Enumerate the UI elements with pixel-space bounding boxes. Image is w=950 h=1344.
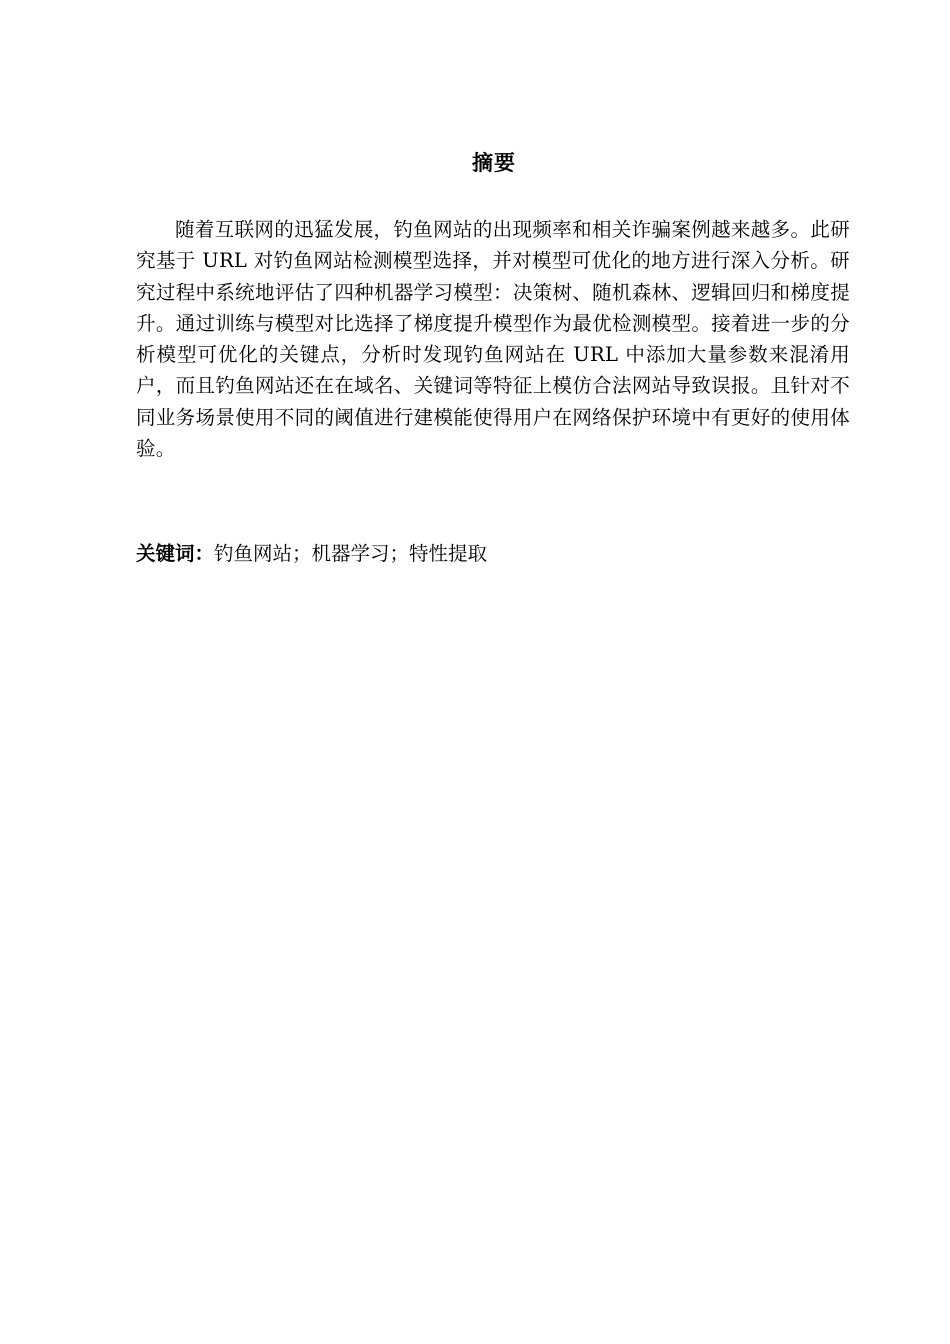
abstract-title: 摘要: [472, 151, 516, 175]
keywords-line: [136, 538, 850, 569]
keywords-values: 钓鱼网站；机器学习；特性提取: [214, 542, 488, 565]
keywords-label: 关键词：: [136, 542, 215, 565]
abstract-body: 随着互联网的迅猛发展，钓鱼网站的出现频率和相关诈骗案例越来越多。此研究基于 URL 对钓鱼网站检测模型选择，并对模型可优化的地方进行深入分析。研究过程中系统地评估了四种机器学习模型：决策树、随机森林、逻辑回归和梯度提升。通过训练与模型对比选择了梯度提升模型作为最优检测模型。接着进一步的分析模型可优化的关键点，分析时发现钓鱼网站在 URL 中添加大量参数来混淆用户，而且钓鱼网站还在在域名、关键词等特征上模仿合法网站导致误报。且针对不同业务场景使用不同的阈值进行建模能使得用户在网络保护环境中有更好的使用体验。: [136, 218, 850, 461]
